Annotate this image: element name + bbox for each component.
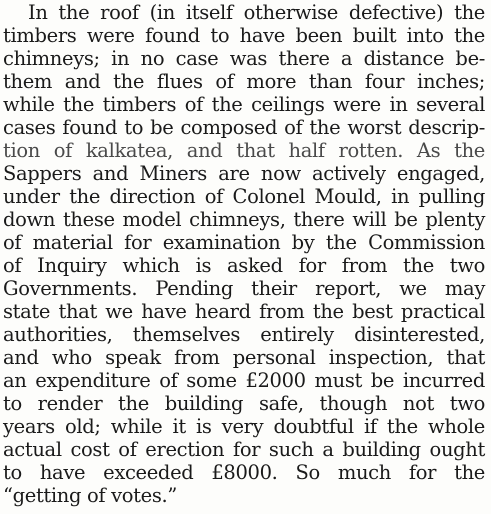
text-line: actual cost of erection for such a building ought xyxy=(3,438,485,461)
text-line: cases found to be composed of the worst descrip- xyxy=(3,116,485,139)
text-line: down these model chimneys, there will be plenty xyxy=(3,208,485,231)
text-line: “getting of votes.” xyxy=(3,484,177,507)
text-line: In the roof (in itself otherwise defective) the xyxy=(28,1,485,24)
text-line: and who speak from personal inspection, that xyxy=(3,346,485,369)
text-line: them and the flues of more than four inches; xyxy=(3,70,485,93)
text-line: of material for examination by the Commission xyxy=(3,231,485,254)
text-line: of Inquiry which is asked for from the two xyxy=(3,254,485,277)
text-line: years old; while it is very doubtful if the whole xyxy=(3,415,485,438)
text-line: timbers were found to have been built into the xyxy=(3,24,485,47)
text-line: chimneys; in no case was there a distance be- xyxy=(3,47,485,70)
text-line: while the timbers of the ceilings were in several xyxy=(3,93,485,116)
text-line: to render the building safe, though not two xyxy=(3,392,485,415)
text-line: to have exceeded £8000. So much for the xyxy=(3,461,485,484)
text-line: Sappers and Miners are now actively engaged, xyxy=(3,162,485,185)
text-line: Governments. Pending their report, we may xyxy=(3,277,485,300)
text-line: authorities, themselves entirely disinterested, xyxy=(3,323,485,346)
text-line: state that we have heard from the best practical xyxy=(3,300,485,323)
text-line: tion of kalkatea, and that half rotten. As the xyxy=(3,139,485,162)
text-line: an expenditure of some £2000 must be incurred xyxy=(3,369,485,392)
text-line: under the direction of Colonel Mould, in pulling xyxy=(3,185,485,208)
